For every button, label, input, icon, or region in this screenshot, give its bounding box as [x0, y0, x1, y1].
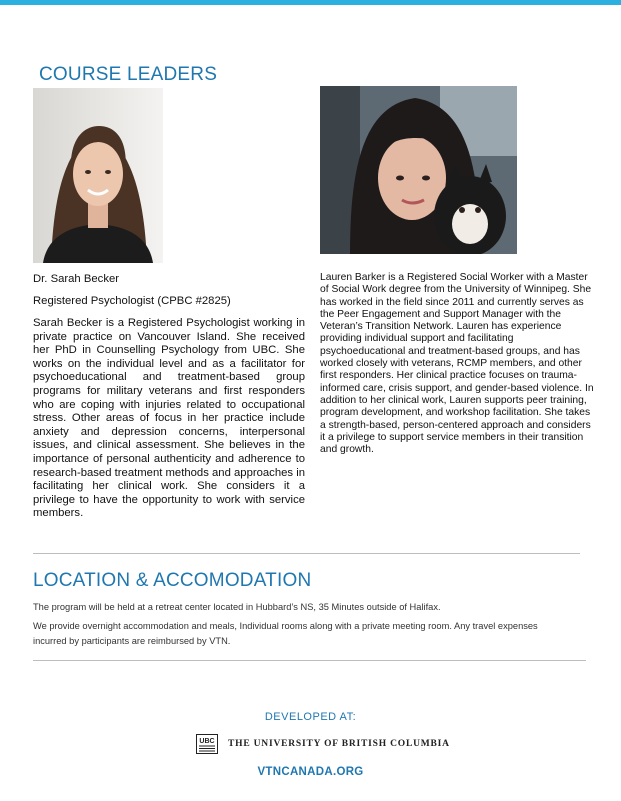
sarah-becker-bio: Sarah Becker is a Registered Psychologist working in private practice on Vancouver Island. She received her PhD in Counselling Psychology from UBC. She works on the individual level and as a facilitator for psychoeducational and treatment-based group programs for military veterans and first responders who are coping with injuries related to occupational stress. Other areas of focus in her practice include anxiety and depression concerns, interpersonal issues, and clinical assessment. She believes in the importance of personal authenticity and adherence to research-based treatment methods and approaches in facilitating her clinical work. She considers it a privilege to have the opportunity to work with service members. [33, 317, 305, 520]
ubc-crest-letters: UBC [199, 738, 215, 745]
lauren-barker-photo [320, 86, 517, 254]
developed-at-label: DEVELOPED AT: [264, 711, 357, 723]
ubc-logo [196, 734, 450, 754]
sarah-becker-photo [33, 88, 163, 263]
lauren-barker-bio: Lauren Barker is a Registered Social Worker with a Master of Social Work degree from the University of Winnipeg. She has worked in the field since 2011 and currently serves as the Peer Engagement and Support Manager with the Veteran’s Transition Network. Lauren has experience providing individual support and facilitating psychoeducational and treatment-based groups, and has worked closely with veterans, RCMP members, and other first responders. Her clinical practice focuses on trauma-informed care, crisis support, and gender-based violence. In addition to her clinical work, Lauren supports peer training, program development, and workshop facilitation. She takes a strength-based, person-centered approach and considers it a privilege to support service members in their transition and growth. [320, 272, 594, 456]
leader-name: Dr. Sarah Becker [33, 273, 120, 285]
section-divider [33, 553, 580, 554]
accommodation-paragraph: We provide overnight accommodation and meals, Individual rooms along with a private meeting room. Any travel expenses incurred by participants are reimbursed by VTN. [33, 621, 538, 646]
top-accent-rule [0, 0, 621, 5]
leader-credential: Registered Psychologist (CPBC #2825) [33, 295, 231, 307]
course-leaders-heading: COURSE LEADERS [39, 64, 218, 85]
location-paragraph: The program will be held at a retreat center located in Hubbard’s NS, 35 Minutes outside of Halifax. [33, 602, 441, 612]
section-divider [33, 660, 586, 661]
location-heading: LOCATION & ACCOMODATION [33, 570, 312, 591]
university-name: THE UNIVERSITY OF BRITISH COLUMBIA [228, 739, 450, 749]
ubc-crest-icon [196, 734, 218, 754]
website-link[interactable]: VTNCANADA.ORG [257, 766, 364, 778]
